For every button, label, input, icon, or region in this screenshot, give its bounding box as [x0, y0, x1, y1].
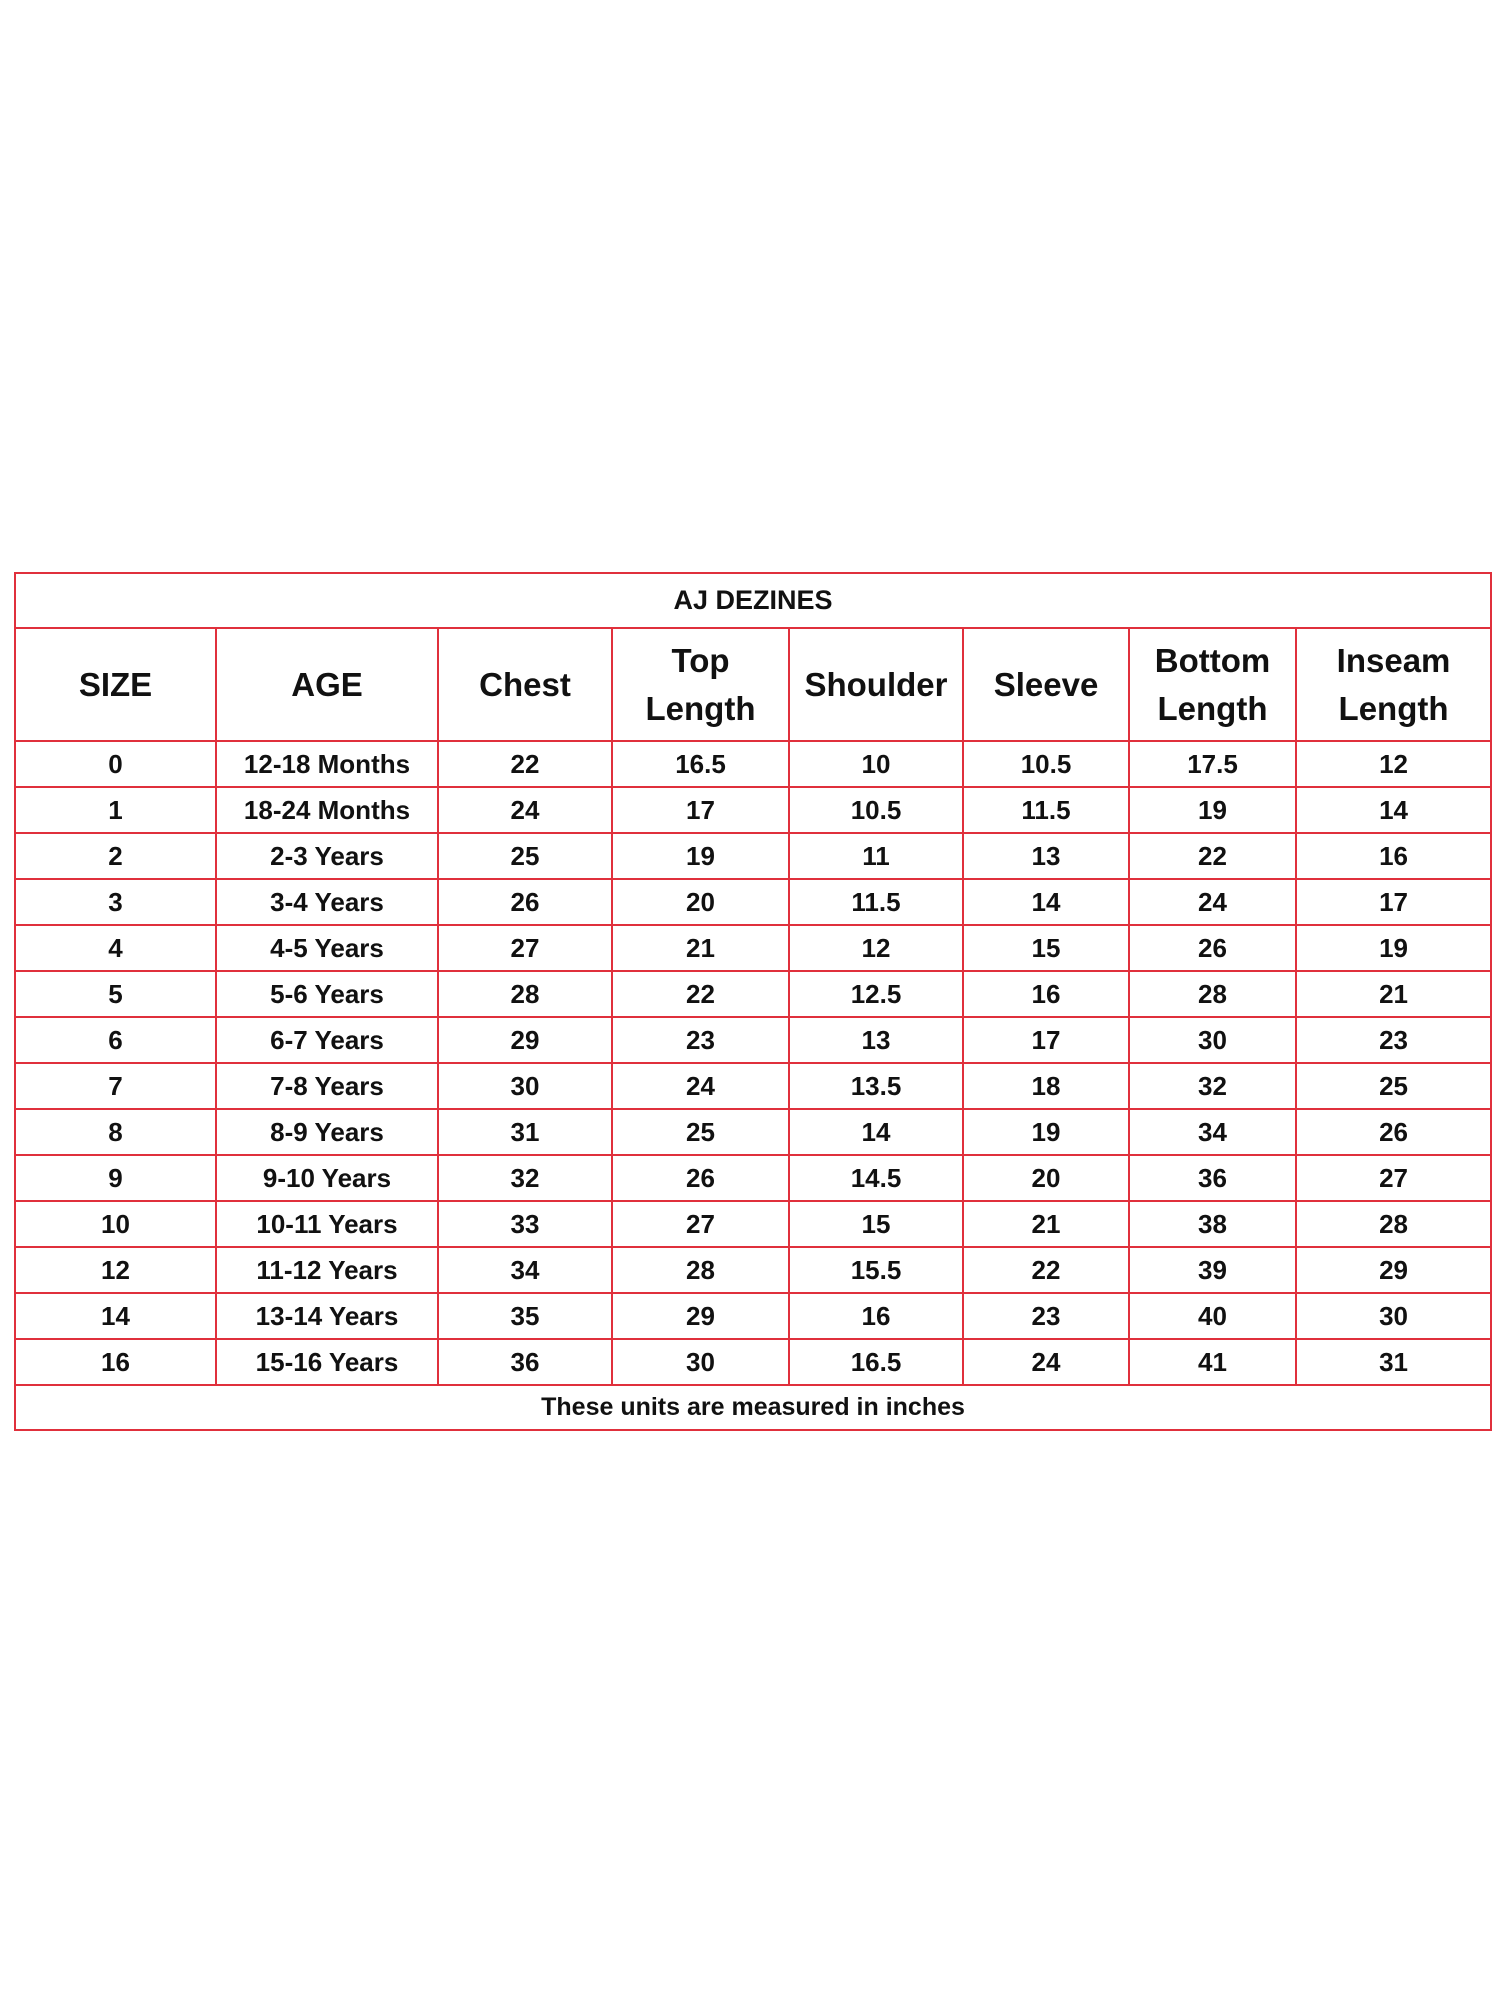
column-header — [438, 628, 612, 741]
table-cell: 16.5 — [789, 1339, 963, 1385]
table-cell: 10 — [789, 741, 963, 787]
column-header-line: Sleeve — [993, 665, 1099, 703]
table-cell: 24 — [438, 787, 612, 833]
table-row — [15, 787, 1491, 833]
table-cell: 22 — [963, 1247, 1129, 1293]
table-cell: 10 — [15, 1201, 216, 1247]
table-cell: 41 — [1129, 1339, 1296, 1385]
table-cell: 1 — [15, 787, 216, 833]
table-cell: 28 — [612, 1247, 789, 1293]
header-row — [15, 628, 1491, 741]
table-cell: 19 — [612, 833, 789, 879]
table-cell: 20 — [612, 879, 789, 925]
table-cell: 14.5 — [789, 1155, 963, 1201]
chart-title: AJ DEZINES — [15, 573, 1491, 628]
table-cell: 21 — [612, 925, 789, 971]
table-cell: 30 — [1296, 1293, 1491, 1339]
table-cell: 12-18 Months — [216, 741, 438, 787]
table-cell: 23 — [612, 1017, 789, 1063]
table-cell: 0 — [15, 741, 216, 787]
table-cell: 18-24 Months — [216, 787, 438, 833]
column-header-line: Inseam — [1336, 641, 1451, 679]
table-cell: 26 — [1129, 925, 1296, 971]
table-cell: 24 — [963, 1339, 1129, 1385]
table-cell: 19 — [963, 1109, 1129, 1155]
table-cell: 38 — [1129, 1201, 1296, 1247]
table-cell: 35 — [438, 1293, 612, 1339]
table-cell: 29 — [612, 1293, 789, 1339]
table-cell: 28 — [1296, 1201, 1491, 1247]
table-cell: 27 — [612, 1201, 789, 1247]
column-header — [1296, 628, 1491, 741]
table-cell: 16.5 — [612, 741, 789, 787]
table-cell: 15-16 Years — [216, 1339, 438, 1385]
table-cell: 11 — [789, 833, 963, 879]
table-cell: 20 — [963, 1155, 1129, 1201]
table-cell: 5 — [15, 971, 216, 1017]
column-header — [963, 628, 1129, 741]
table-cell: 10.5 — [789, 787, 963, 833]
table-cell: 15 — [963, 925, 1129, 971]
table-cell: 31 — [438, 1109, 612, 1155]
table-cell: 11-12 Years — [216, 1247, 438, 1293]
size-chart-table — [14, 572, 1492, 1431]
table-cell: 7-8 Years — [216, 1063, 438, 1109]
table-cell: 11.5 — [789, 879, 963, 925]
column-header-line: Length — [1338, 689, 1449, 727]
table-cell: 3-4 Years — [216, 879, 438, 925]
table-row — [15, 925, 1491, 971]
table-cell: 21 — [963, 1201, 1129, 1247]
table-cell: 6-7 Years — [216, 1017, 438, 1063]
table-cell: 8-9 Years — [216, 1109, 438, 1155]
table-cell: 30 — [612, 1339, 789, 1385]
table-row — [15, 971, 1491, 1017]
table-cell: 14 — [963, 879, 1129, 925]
table-row — [15, 1201, 1491, 1247]
table-cell: 27 — [438, 925, 612, 971]
table-cell: 2-3 Years — [216, 833, 438, 879]
column-header-line: Top — [671, 641, 730, 679]
column-header-line: Chest — [479, 665, 571, 703]
table-cell: 32 — [438, 1155, 612, 1201]
table-cell: 4 — [15, 925, 216, 971]
table-cell: 22 — [1129, 833, 1296, 879]
table-cell: 18 — [963, 1063, 1129, 1109]
table-cell: 17 — [1296, 879, 1491, 925]
table-cell: 30 — [1129, 1017, 1296, 1063]
table-cell: 25 — [438, 833, 612, 879]
size-chart-container — [14, 572, 1490, 1431]
table-cell: 32 — [1129, 1063, 1296, 1109]
table-cell: 22 — [438, 741, 612, 787]
table-cell: 34 — [438, 1247, 612, 1293]
table-cell: 15.5 — [789, 1247, 963, 1293]
table-cell: 27 — [1296, 1155, 1491, 1201]
table-cell: 25 — [612, 1109, 789, 1155]
table-cell: 28 — [1129, 971, 1296, 1017]
column-header-line: Length — [645, 689, 756, 727]
column-header-line: SIZE — [78, 665, 153, 703]
table-row — [15, 1017, 1491, 1063]
table-cell: 13.5 — [789, 1063, 963, 1109]
column-header-line: Length — [1157, 689, 1268, 727]
table-cell: 26 — [438, 879, 612, 925]
table-cell: 16 — [789, 1293, 963, 1339]
table-cell: 17.5 — [1129, 741, 1296, 787]
table-cell: 10-11 Years — [216, 1201, 438, 1247]
column-header — [612, 628, 789, 741]
table-cell: 13-14 Years — [216, 1293, 438, 1339]
column-header — [216, 628, 438, 741]
table-cell: 9-10 Years — [216, 1155, 438, 1201]
table-cell: 34 — [1129, 1109, 1296, 1155]
footer-row — [15, 1385, 1491, 1430]
table-cell: 22 — [612, 971, 789, 1017]
table-cell: 12 — [789, 925, 963, 971]
table-cell: 29 — [438, 1017, 612, 1063]
table-cell: 14 — [1296, 787, 1491, 833]
table-cell: 4-5 Years — [216, 925, 438, 971]
table-row — [15, 1155, 1491, 1201]
table-row — [15, 879, 1491, 925]
table-cell: 14 — [789, 1109, 963, 1155]
table-cell: 31 — [1296, 1339, 1491, 1385]
table-cell: 16 — [963, 971, 1129, 1017]
table-cell: 36 — [438, 1339, 612, 1385]
table-cell: 29 — [1296, 1247, 1491, 1293]
table-cell: 23 — [1296, 1017, 1491, 1063]
table-cell: 26 — [612, 1155, 789, 1201]
table-cell: 9 — [15, 1155, 216, 1201]
table-body — [15, 741, 1491, 1385]
table-cell: 19 — [1296, 925, 1491, 971]
table-cell: 19 — [1129, 787, 1296, 833]
column-header-line: Shoulder — [804, 665, 948, 703]
column-header-line: Bottom — [1154, 641, 1271, 679]
table-cell: 33 — [438, 1201, 612, 1247]
table-cell: 26 — [1296, 1109, 1491, 1155]
table-cell: 5-6 Years — [216, 971, 438, 1017]
table-cell: 23 — [963, 1293, 1129, 1339]
table-cell: 3 — [15, 879, 216, 925]
table-cell: 2 — [15, 833, 216, 879]
title-row — [15, 573, 1491, 628]
table-cell: 12.5 — [789, 971, 963, 1017]
table-cell: 16 — [15, 1339, 216, 1385]
table-row — [15, 1109, 1491, 1155]
column-header — [1129, 628, 1296, 741]
table-cell: 24 — [612, 1063, 789, 1109]
table-cell: 16 — [1296, 833, 1491, 879]
table-row — [15, 741, 1491, 787]
table-row — [15, 1339, 1491, 1385]
table-cell: 11.5 — [963, 787, 1129, 833]
table-cell: 12 — [1296, 741, 1491, 787]
table-cell: 25 — [1296, 1063, 1491, 1109]
table-cell: 7 — [15, 1063, 216, 1109]
table-cell: 17 — [612, 787, 789, 833]
column-header — [789, 628, 963, 741]
table-cell: 14 — [15, 1293, 216, 1339]
table-cell: 28 — [438, 971, 612, 1017]
table-cell: 10.5 — [963, 741, 1129, 787]
table-row — [15, 1293, 1491, 1339]
column-header-line: AGE — [291, 665, 363, 703]
table-cell: 12 — [15, 1247, 216, 1293]
table-cell: 8 — [15, 1109, 216, 1155]
table-cell: 40 — [1129, 1293, 1296, 1339]
table-cell: 36 — [1129, 1155, 1296, 1201]
table-cell: 13 — [963, 833, 1129, 879]
column-header — [15, 628, 216, 741]
table-cell: 21 — [1296, 971, 1491, 1017]
table-cell: 13 — [789, 1017, 963, 1063]
table-cell: 6 — [15, 1017, 216, 1063]
table-row — [15, 833, 1491, 879]
table-row — [15, 1247, 1491, 1293]
units-note: These units are measured in inches — [15, 1385, 1491, 1430]
table-cell: 39 — [1129, 1247, 1296, 1293]
table-cell: 24 — [1129, 879, 1296, 925]
table-cell: 30 — [438, 1063, 612, 1109]
table-cell: 15 — [789, 1201, 963, 1247]
table-row — [15, 1063, 1491, 1109]
table-cell: 17 — [963, 1017, 1129, 1063]
